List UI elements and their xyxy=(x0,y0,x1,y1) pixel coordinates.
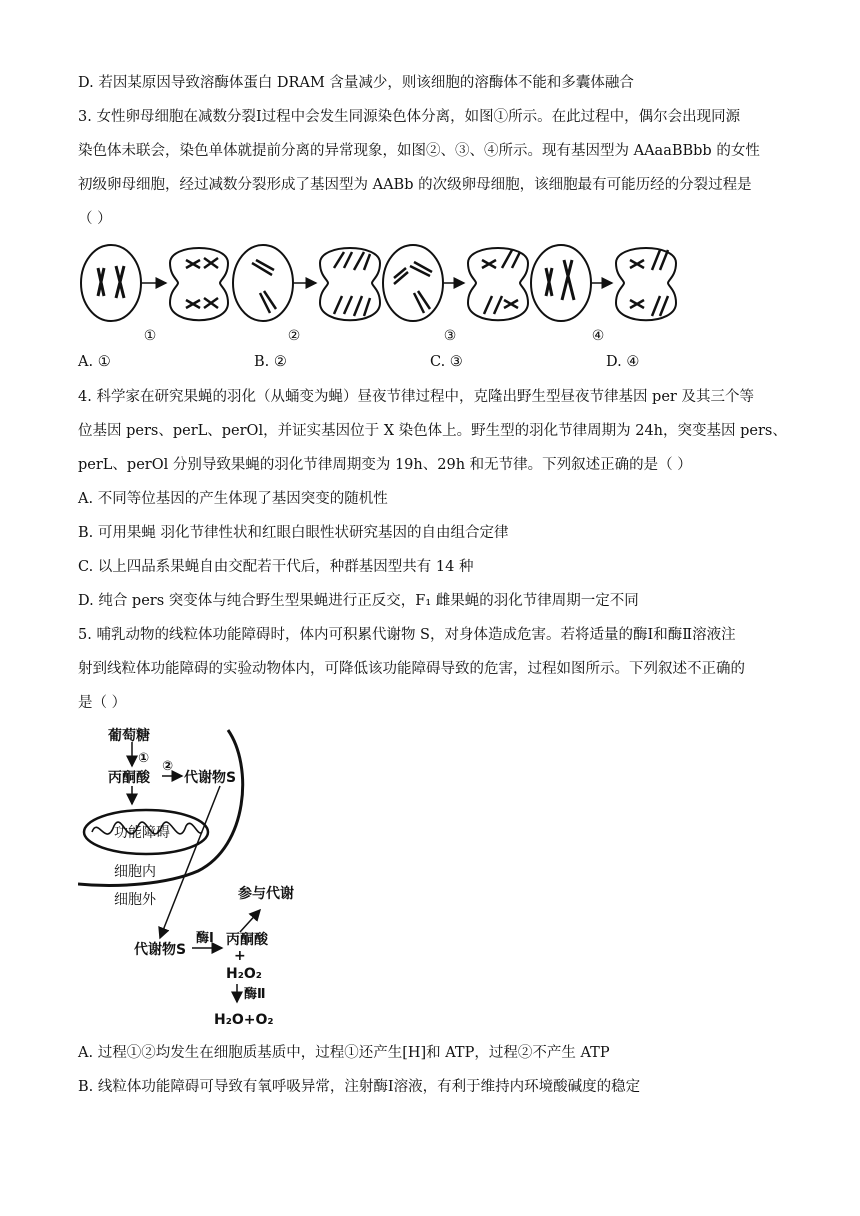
q3-option-a: A. ① xyxy=(78,354,111,370)
fig5-outside: 细胞外 xyxy=(114,892,156,908)
q4-option-d: D. 纯合 pers 突变体与纯合野生型果蝇进行正反交，F₁ 雌果蝇的羽化节律周期一定不同 xyxy=(78,593,639,609)
cell-panel-4 xyxy=(531,245,676,321)
q3-stem-line2: 染色体未联会，染色单体就提前分离的异常现象，如图②、③、④所示。现有基因型为 AAaaBBbb 的女性 xyxy=(78,143,760,159)
q3-option-b: B. ② xyxy=(254,354,287,370)
fig5-step1: ① xyxy=(138,751,150,766)
q3-options xyxy=(78,354,778,376)
q4-stem-line2: 位基因 pers、perL、perOl，并证实基因位于 X 染色体上。野生型的羽化节律周期为 24h，突变基因 pers、 xyxy=(78,423,787,439)
cell-panel-2 xyxy=(233,245,380,321)
fig5-mito-label: 功能障碍 xyxy=(114,825,170,841)
q4-stem-line1: 4. 科学家在研究果蝇的羽化（从蛹变为蝇）昼夜节律过程中，克隆出野生型昼夜节律基因 per 及其三个等 xyxy=(78,389,754,405)
fig5-enzyme1: 酶Ⅰ xyxy=(196,931,214,946)
q5-pathway-figure xyxy=(78,726,318,1030)
fig3-label-3: ③ xyxy=(443,328,457,344)
q4-option-b: B. 可用果蝇 羽化节律性状和红眼白眼性状研究基因的自由组合定律 xyxy=(78,525,509,541)
q3-option-d: D. ④ xyxy=(606,354,640,370)
fig3-label-2: ② xyxy=(287,328,301,344)
fig5-pyruvate-out: 丙酮酸 xyxy=(226,932,268,948)
fig5-h2o2: H₂O₂ xyxy=(226,966,262,982)
q5-stem-line2: 射到线粒体功能障碍的实验动物体内，可降低该功能障碍导致的危害，过程如图所示。下列叙述不正确的 xyxy=(78,661,745,677)
fig5-metabolite-in: 代谢物S xyxy=(184,770,237,786)
q2-option-d: D. 若因某原因导致溶酶体蛋白 DRAM 含量减少，则该细胞的溶酶体不能和多囊体融合 xyxy=(78,75,634,91)
cell-panel-1 xyxy=(81,245,228,321)
q4-stem-line3: perL、perOl 分别导致果蝇的羽化节律周期变为 19h、29h 和无节律。下列叙述正确的是（ ） xyxy=(78,457,692,473)
q3-option-c: C. ③ xyxy=(430,354,463,370)
q5-stem-line1: 5. 哺乳动物的线粒体功能障碍时，体内可积累代谢物 S，对身体造成危害。若将适量的酶Ⅰ和酶Ⅱ溶液注 xyxy=(78,627,736,643)
fig5-enzyme2: 酶Ⅱ xyxy=(244,987,266,1002)
fig5-products: H₂O+O₂ xyxy=(214,1012,274,1028)
q3-meiosis-figure xyxy=(78,238,688,344)
fig5-inside: 细胞内 xyxy=(114,864,156,880)
q5-option-b: B. 线粒体功能障碍可导致有氧呼吸异常，注射酶Ⅰ溶液，有利于维持内环境酸碱度的稳定 xyxy=(78,1079,641,1095)
q3-stem-line4: （ ） xyxy=(78,211,112,227)
fig5-step2: ② xyxy=(162,759,174,774)
fig3-label-4: ④ xyxy=(591,328,605,344)
fig5-pyruvate-in: 丙酮酸 xyxy=(108,770,150,786)
q3-stem-line1: 3. 女性卵母细胞在减数分裂Ⅰ过程中会发生同源染色体分离，如图①所示。在此过程中，偶尔会出现同源 xyxy=(78,109,741,125)
fig3-label-1: ① xyxy=(143,328,157,344)
q5-stem-line3: 是（ ） xyxy=(78,695,127,711)
fig5-participate: 参与代谢 xyxy=(238,886,294,902)
fig5-metabolite-out: 代谢物S xyxy=(134,942,187,958)
q4-option-c: C. 以上四品系果蝇自由交配若干代后，种群基因型共有 14 种 xyxy=(78,559,474,575)
q4-option-a: A. 不同等位基因的产生体现了基因突变的随机性 xyxy=(78,491,388,507)
fig5-glucose: 葡萄糖 xyxy=(108,728,150,744)
cell-panel-3 xyxy=(383,245,528,321)
fig5-plus: + xyxy=(234,948,246,964)
q5-option-a: A. 过程①②均发生在细胞质基质中，过程①还产生[H]和 ATP，过程②不产生 ATP xyxy=(78,1045,610,1061)
q3-stem-line3: 初级卵母细胞，经过减数分裂形成了基因型为 AABb 的次级卵母细胞，该细胞最有可能历经的分裂过程是 xyxy=(78,177,752,193)
